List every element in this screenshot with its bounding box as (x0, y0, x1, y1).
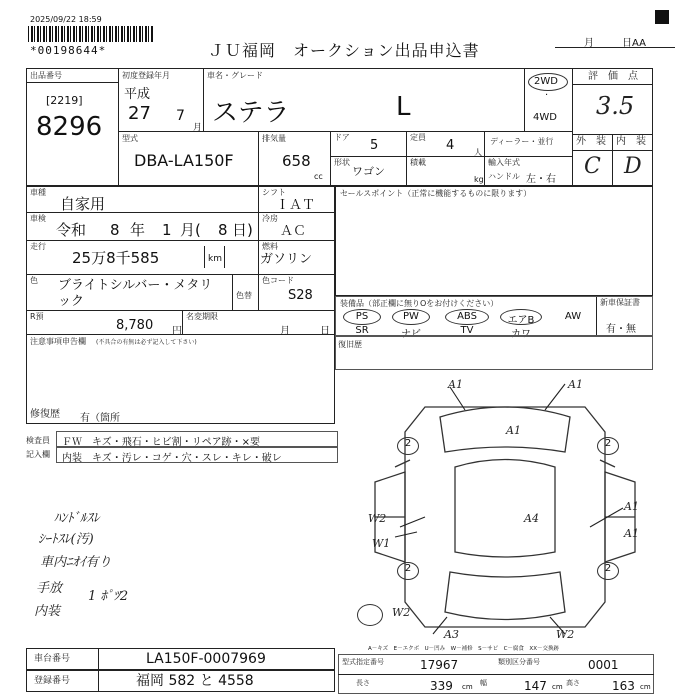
height-value: 163 (612, 679, 635, 693)
damage-legend: A－キズ E－エクボ U－凹み W－補修 S－サビ C－腐食 XX－交換跡 (368, 646, 559, 652)
inspection-year-unit: 年 (130, 221, 146, 239)
plate-value: 福岡 582 と 4558 (136, 673, 254, 689)
mark-leader (395, 532, 417, 537)
notes-label: 注意事項申告欄 (30, 337, 86, 346)
lot-code: [2219] (46, 94, 83, 107)
inspection-day-unit: 日) (232, 221, 253, 239)
equip-sr[interactable]: SR (355, 325, 369, 336)
mileage-label: 走行 (30, 242, 46, 251)
spare-tire (357, 604, 383, 626)
lot-number-label: 出品番号 (30, 71, 62, 80)
shift-label: シフト (262, 188, 286, 197)
recovery-label: 復旧歴 (338, 340, 362, 349)
damage-mark: W2 (392, 606, 411, 619)
car-damage-diagram (355, 372, 660, 642)
width-label: 幅 (480, 679, 487, 687)
load-label: 積載 (410, 158, 426, 167)
model-value: DBA-LA150F (134, 151, 234, 170)
repair-label: 修復歴 (30, 409, 60, 420)
divider (572, 68, 573, 186)
height-unit: cm (640, 683, 651, 691)
divider (258, 274, 259, 310)
date-underline (555, 47, 675, 48)
chassis-label: 車台番号 (34, 654, 71, 664)
tire-front-right: 2 (597, 437, 619, 455)
divider (524, 68, 525, 131)
date-month-label: 月 (584, 38, 594, 49)
model-label: 型式 (122, 134, 138, 143)
divider (224, 246, 225, 268)
tire-rear-right: 2 (597, 562, 619, 580)
equip-leather[interactable]: カワ (511, 329, 531, 340)
capacity-value: 4 (446, 138, 455, 153)
tax-yen: 円 (172, 326, 182, 337)
divider (258, 131, 259, 186)
exterior-value: C (584, 154, 601, 179)
length-value: 339 (430, 679, 453, 693)
handle-value: 左・右 (526, 174, 556, 185)
barcode (28, 26, 153, 42)
displacement-value: 658 (282, 152, 311, 170)
color-value-line2: ック (58, 294, 85, 309)
ac-value: ＡＣ (280, 224, 307, 239)
selling-points-section (335, 186, 653, 296)
drive-4wd: 4WD (533, 112, 557, 123)
divider (204, 246, 205, 268)
divider (572, 84, 653, 85)
first-reg-label: 初度登録年月 (122, 71, 170, 80)
first-reg-era: 平成 (124, 87, 151, 102)
width-unit: cm (552, 683, 563, 691)
mileage-unit: km (208, 254, 222, 264)
inspector-row-2-text: 内装 キズ・汚レ・コゲ・穴・スレ・キレ・破レ (62, 453, 282, 464)
first-reg-month: 7 (176, 108, 185, 124)
first-reg-year: 27 (128, 103, 151, 124)
divider (118, 68, 119, 186)
chassis-value: LA150F-0007969 (146, 651, 266, 667)
damage-mark: W1 (372, 537, 391, 550)
divider (182, 310, 183, 334)
equip-tv[interactable]: TV (460, 325, 474, 336)
first-reg-month-unit: 月 (193, 123, 203, 133)
print-datetime: 2025/09/22 18:59 (30, 15, 102, 24)
name-change-month: 月 (280, 326, 290, 337)
divider (203, 68, 204, 131)
car-hood (440, 407, 570, 452)
car-roof (455, 460, 555, 558)
color-label: 色 (30, 276, 38, 285)
plate-label: 登録番号 (34, 676, 71, 686)
car-body-outline (405, 407, 605, 627)
corner-mark (655, 10, 669, 24)
class-value: 0001 (588, 658, 619, 672)
divider (330, 131, 331, 186)
repair-value: 有（箇所 (80, 413, 120, 424)
length-label: 長さ (356, 679, 370, 687)
tire-front-left: 2 (397, 437, 419, 455)
car-rear (445, 572, 565, 620)
equip-ps[interactable]: PS (355, 311, 369, 322)
displacement-label: 排気量 (262, 134, 286, 143)
damage-mark: A1 (448, 378, 463, 391)
notes-sub-label: (不具合の有無は必ず記入して下さい) (96, 339, 197, 346)
handwritten-note-4: 手放 (36, 581, 63, 596)
equip-airbag[interactable]: エアB (507, 315, 535, 326)
equipment-box (335, 296, 653, 336)
selling-points-label: セールスポイント（正常に機能するものに限ります） (340, 189, 532, 198)
divider (258, 186, 259, 274)
capacity-label: 定員 (410, 133, 426, 142)
load-unit: kg (474, 175, 484, 184)
damage-mark: A4 (524, 512, 539, 525)
divider (26, 82, 118, 83)
divider (484, 131, 485, 186)
divider (572, 150, 653, 151)
inspection-era: 令和 (56, 221, 87, 239)
mark-leader (545, 384, 565, 410)
width-value: 147 (524, 679, 547, 693)
dealer-label: ディーラー・並行 (490, 137, 554, 146)
inspector-row-1-text: ＦＷ キズ・飛石・ヒビ割・リペア跡・×要 (62, 437, 260, 448)
divider (338, 674, 654, 675)
fuel-value: ガソリン (260, 252, 313, 267)
interior-value: D (624, 154, 642, 179)
tire-rear-left: 2 (397, 562, 419, 580)
ac-label: 冷房 (262, 214, 278, 223)
handwritten-note-1: ﾊﾝﾄﾞﾙｽﾚ (54, 511, 100, 526)
divider (26, 334, 335, 335)
inspector-label-2: 記入欄 (26, 450, 50, 459)
type-label: 車種 (30, 188, 46, 197)
equip-pw[interactable]: PW (403, 311, 419, 322)
divider (98, 648, 99, 692)
rating-value: 3.5 (596, 92, 635, 120)
exterior-label: 外 装 (576, 136, 606, 147)
divider (406, 131, 407, 186)
damage-mark: A1 (568, 378, 583, 391)
equip-abs[interactable]: ABS (457, 311, 477, 322)
car-grade: L (396, 92, 411, 122)
color-value-line1: ブライトシルバー・メタリ (58, 278, 213, 293)
color-code-value: S28 (288, 288, 313, 303)
cert-label: 型式指定番号 (342, 658, 384, 666)
length-unit: cm (462, 683, 473, 691)
lot-number: 8296 (36, 112, 103, 142)
divider (26, 274, 335, 275)
inspection-month: 1 (162, 221, 172, 239)
shape-value: ワゴン (352, 165, 385, 178)
recovery-box (335, 336, 653, 370)
damage-mark: W2 (556, 628, 575, 641)
drive-2wd: 2WD (534, 76, 558, 87)
handle-label: ハンドル (488, 172, 520, 181)
capacity-unit: 人 (474, 148, 482, 157)
inspection-year: 8 (110, 221, 120, 239)
damage-mark: A1 (624, 527, 639, 540)
doors-value: 5 (370, 138, 379, 153)
name-change-day: 日 (320, 326, 330, 337)
notes-area[interactable] (28, 348, 332, 404)
divider (118, 131, 572, 132)
warranty-label: 新車保証書 (600, 298, 640, 307)
class-label: 類別区分番号 (498, 658, 540, 666)
equipment-label: 装備品（部正欄に無りOをお付けください） (340, 299, 499, 308)
divider (612, 134, 613, 186)
interior-label: 内 装 (616, 136, 646, 147)
divider (26, 240, 335, 241)
damage-mark: A1 (506, 424, 521, 437)
date-day-label: 日AA (622, 38, 646, 49)
mileage-value: 25万8千585 (72, 249, 160, 267)
damage-mark: A3 (444, 628, 459, 641)
divider (232, 274, 233, 310)
type-value: 自家用 (60, 195, 106, 213)
warranty-value: 有・無 (606, 324, 636, 335)
barcode-serial: *00198644* (30, 44, 107, 57)
equip-aw[interactable]: AW (564, 311, 582, 322)
import-label: 輸入年式 (488, 158, 520, 167)
inspection-day: 8 (218, 221, 228, 239)
inspector-label-1: 検査員 (26, 436, 50, 445)
tax-label: R預 (30, 312, 44, 321)
divider (26, 212, 335, 213)
car-name-label: 車名・グレード (207, 71, 263, 80)
displacement-unit: cc (314, 172, 323, 181)
name-change-label: 名変期限 (186, 312, 218, 321)
color-change-label: 色替 (236, 291, 252, 300)
inspection-month-unit: 月( (180, 221, 201, 239)
form-title: ＪＵ福岡 オークション出品申込書 (208, 41, 480, 60)
divider (26, 310, 335, 311)
drive-separator: · (545, 90, 549, 101)
inspection-label: 車検 (30, 214, 46, 223)
shift-value: ＩＡＴ (276, 198, 316, 213)
equip-navi[interactable]: ナビ (401, 329, 421, 340)
handwritten-note-3: 車内ﾆｵｲ有り (40, 555, 112, 570)
divider (330, 156, 572, 157)
damage-mark: A1 (624, 500, 639, 513)
color-code-label: 色コード (262, 276, 294, 285)
damage-mark: W2 (368, 512, 387, 525)
doors-label: ドア (334, 133, 350, 142)
shape-label: 形状 (334, 158, 350, 167)
tax-amount: 8,780 (116, 318, 154, 333)
height-label: 高さ (566, 679, 580, 687)
fuel-label: 燃料 (262, 242, 278, 251)
car-name: ステラ (212, 98, 290, 128)
handwritten-note-6: 1 ﾎﾟﾂ2 (88, 589, 129, 604)
mark-leader (400, 517, 425, 527)
handwritten-note-5: 内装 (34, 604, 61, 619)
cert-value: 17967 (420, 658, 459, 672)
handwritten-note-2: ｼｰﾄｽﾚ(汚) (38, 532, 94, 547)
rating-label: 評 価 点 (588, 71, 638, 82)
